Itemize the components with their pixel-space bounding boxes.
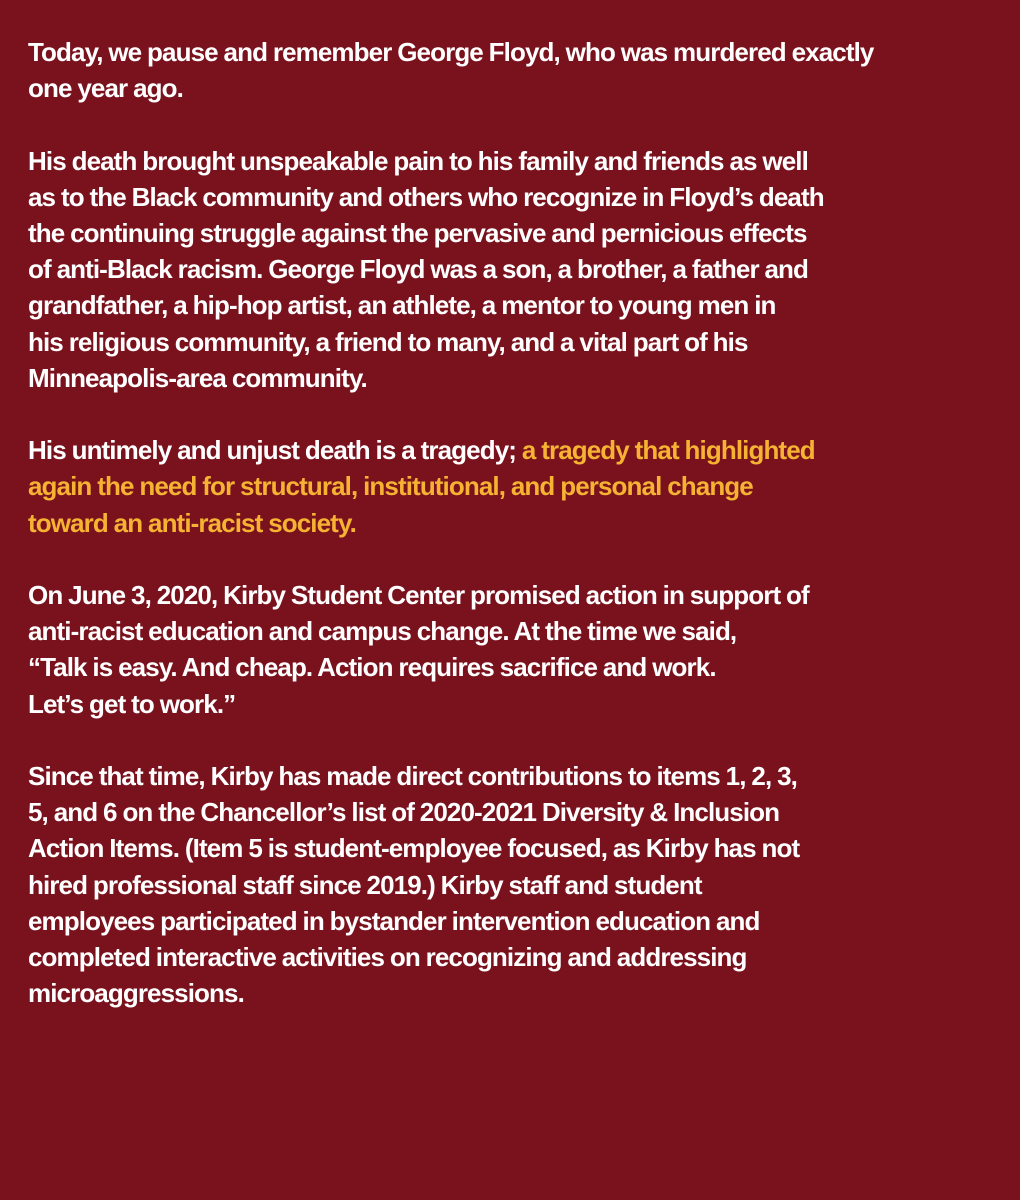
- line: Let’s get to work.”: [28, 688, 236, 719]
- line: anti-racist education and campus change. At the time we said,: [28, 616, 737, 647]
- highlighted-text: toward an anti-racist society.: [28, 507, 356, 538]
- line: one year ago.: [28, 73, 183, 104]
- paragraph-promise: [28, 577, 1000, 722]
- line: Minneapolis-area community.: [28, 362, 367, 393]
- line: His untimely and unjust death is a tragedy;: [28, 435, 522, 466]
- highlighted-text: again the need for structural, institutional, and personal change: [28, 471, 753, 502]
- line: hired professional staff since 2019.) Kirby staff and student: [28, 869, 702, 900]
- line: his religious community, a friend to many, and a vital part of his: [28, 326, 748, 357]
- paragraph-contributions: [28, 758, 1000, 1011]
- line: Action Items. (Item 5 is student-employee focused, as Kirby has not: [28, 833, 800, 864]
- line: completed interactive activities on recognizing and addressing: [28, 942, 747, 973]
- line: On June 3, 2020, Kirby Student Center promised action in support of: [28, 580, 809, 610]
- line: “Talk is easy. And cheap. Action requires sacrifice and work.: [28, 652, 716, 683]
- highlighted-text: a tragedy that highlighted: [521, 435, 815, 466]
- line: the continuing struggle against the pervasive and pernicious effects: [28, 218, 807, 248]
- line: of anti-Black racism. George Floyd was a son, a brother, a father and: [28, 254, 809, 285]
- line: Today, we pause and remember George Floyd, who was murdered exactly: [28, 37, 874, 67]
- paragraph-impact: [28, 143, 1000, 396]
- line: His death brought unspeakable pain to his family and friends as well: [28, 145, 808, 176]
- paragraph-remembrance: [28, 34, 1000, 106]
- line: grandfather, a hip-hop artist, an athlete, a mentor to young men in: [28, 290, 776, 321]
- line: employees participated in bystander intervention education and: [28, 905, 760, 936]
- line: Since that time, Kirby has made direct contributions to items 1, 2, 3,: [28, 761, 797, 791]
- line: as to the Black community and others who recognize in Floyd’s death: [28, 181, 824, 212]
- statement-text: [28, 34, 1000, 1011]
- paragraph-tragedy: [28, 432, 1000, 541]
- line: microaggressions.: [28, 978, 244, 1009]
- line: 5, and 6 on the Chancellor’s list of 2020-2021 Diversity & Inclusion: [28, 797, 780, 828]
